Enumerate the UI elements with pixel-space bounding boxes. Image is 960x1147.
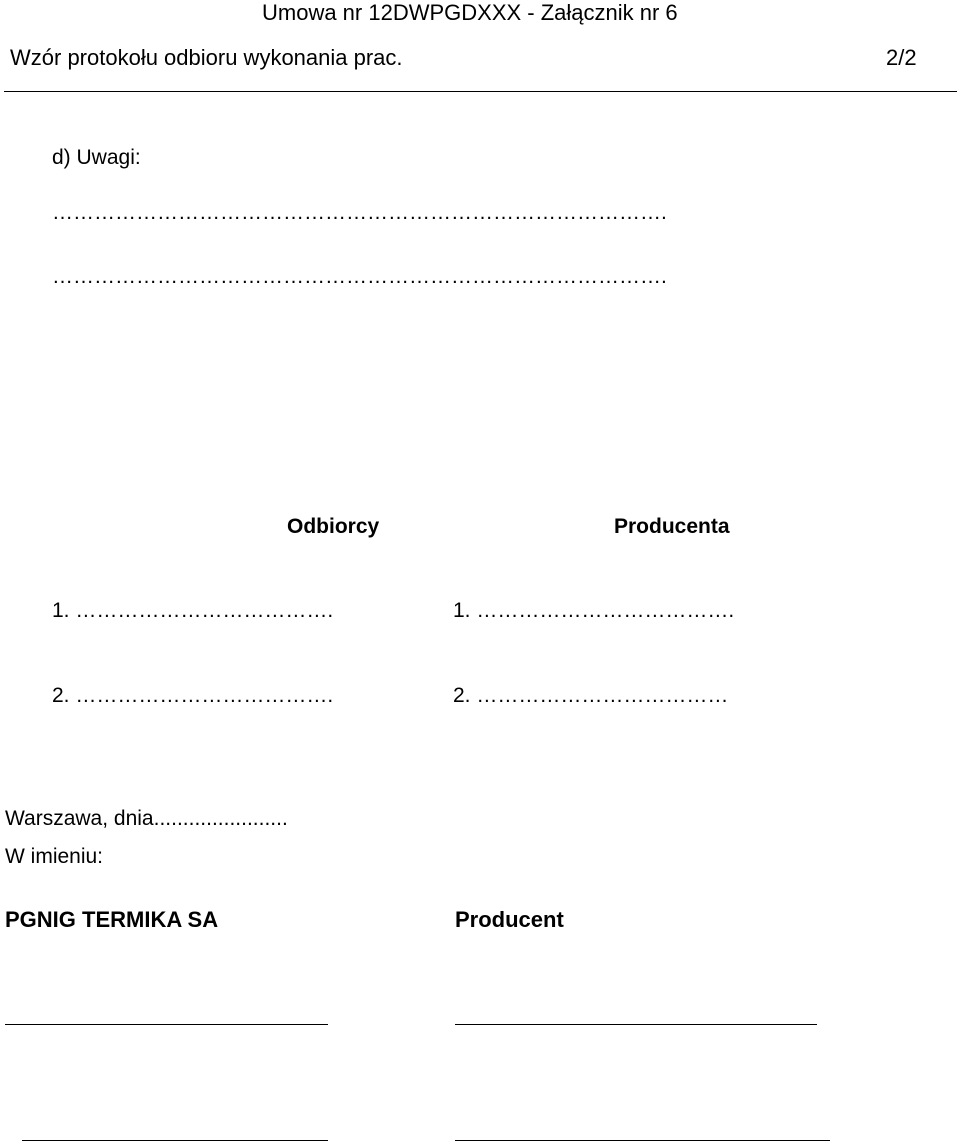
party-producent: Producent bbox=[455, 907, 564, 932]
party-pgnig-termika: PGNIG TERMIKA SA bbox=[5, 907, 219, 932]
signature-line-pgnig-1 bbox=[5, 1024, 328, 1025]
signature-line-producent-1 bbox=[455, 1024, 817, 1025]
on-behalf-label: W imieniu: bbox=[5, 845, 104, 868]
remarks-line-1: ……………………………………………………………………………. bbox=[52, 201, 667, 224]
remarks-line-2: ……………………………………………………………………………. bbox=[52, 265, 667, 288]
place-date: Warszawa, dnia....................... bbox=[5, 807, 288, 830]
producer-heading: Producenta bbox=[614, 515, 730, 538]
producer-signatory-1: 1. ………………………………. bbox=[453, 599, 735, 622]
protocol-title: Wzór protokołu odbioru wykonania prac. bbox=[10, 45, 403, 70]
header-divider bbox=[4, 91, 957, 92]
signature-line-pgnig-2 bbox=[22, 1140, 328, 1141]
recipient-signatory-2: 2. ………………………………. bbox=[52, 684, 334, 707]
document-title: Umowa nr 12DWPGDXXX - Załącznik nr 6 bbox=[262, 0, 678, 25]
signature-line-producent-2 bbox=[455, 1140, 830, 1141]
recipients-heading: Odbiorcy bbox=[287, 515, 380, 538]
page-number: 2/2 bbox=[886, 45, 917, 70]
producer-signatory-2: 2. ……………………………… bbox=[453, 684, 729, 707]
remarks-label: d) Uwagi: bbox=[52, 146, 141, 169]
recipient-signatory-1: 1. ………………………………. bbox=[52, 599, 334, 622]
